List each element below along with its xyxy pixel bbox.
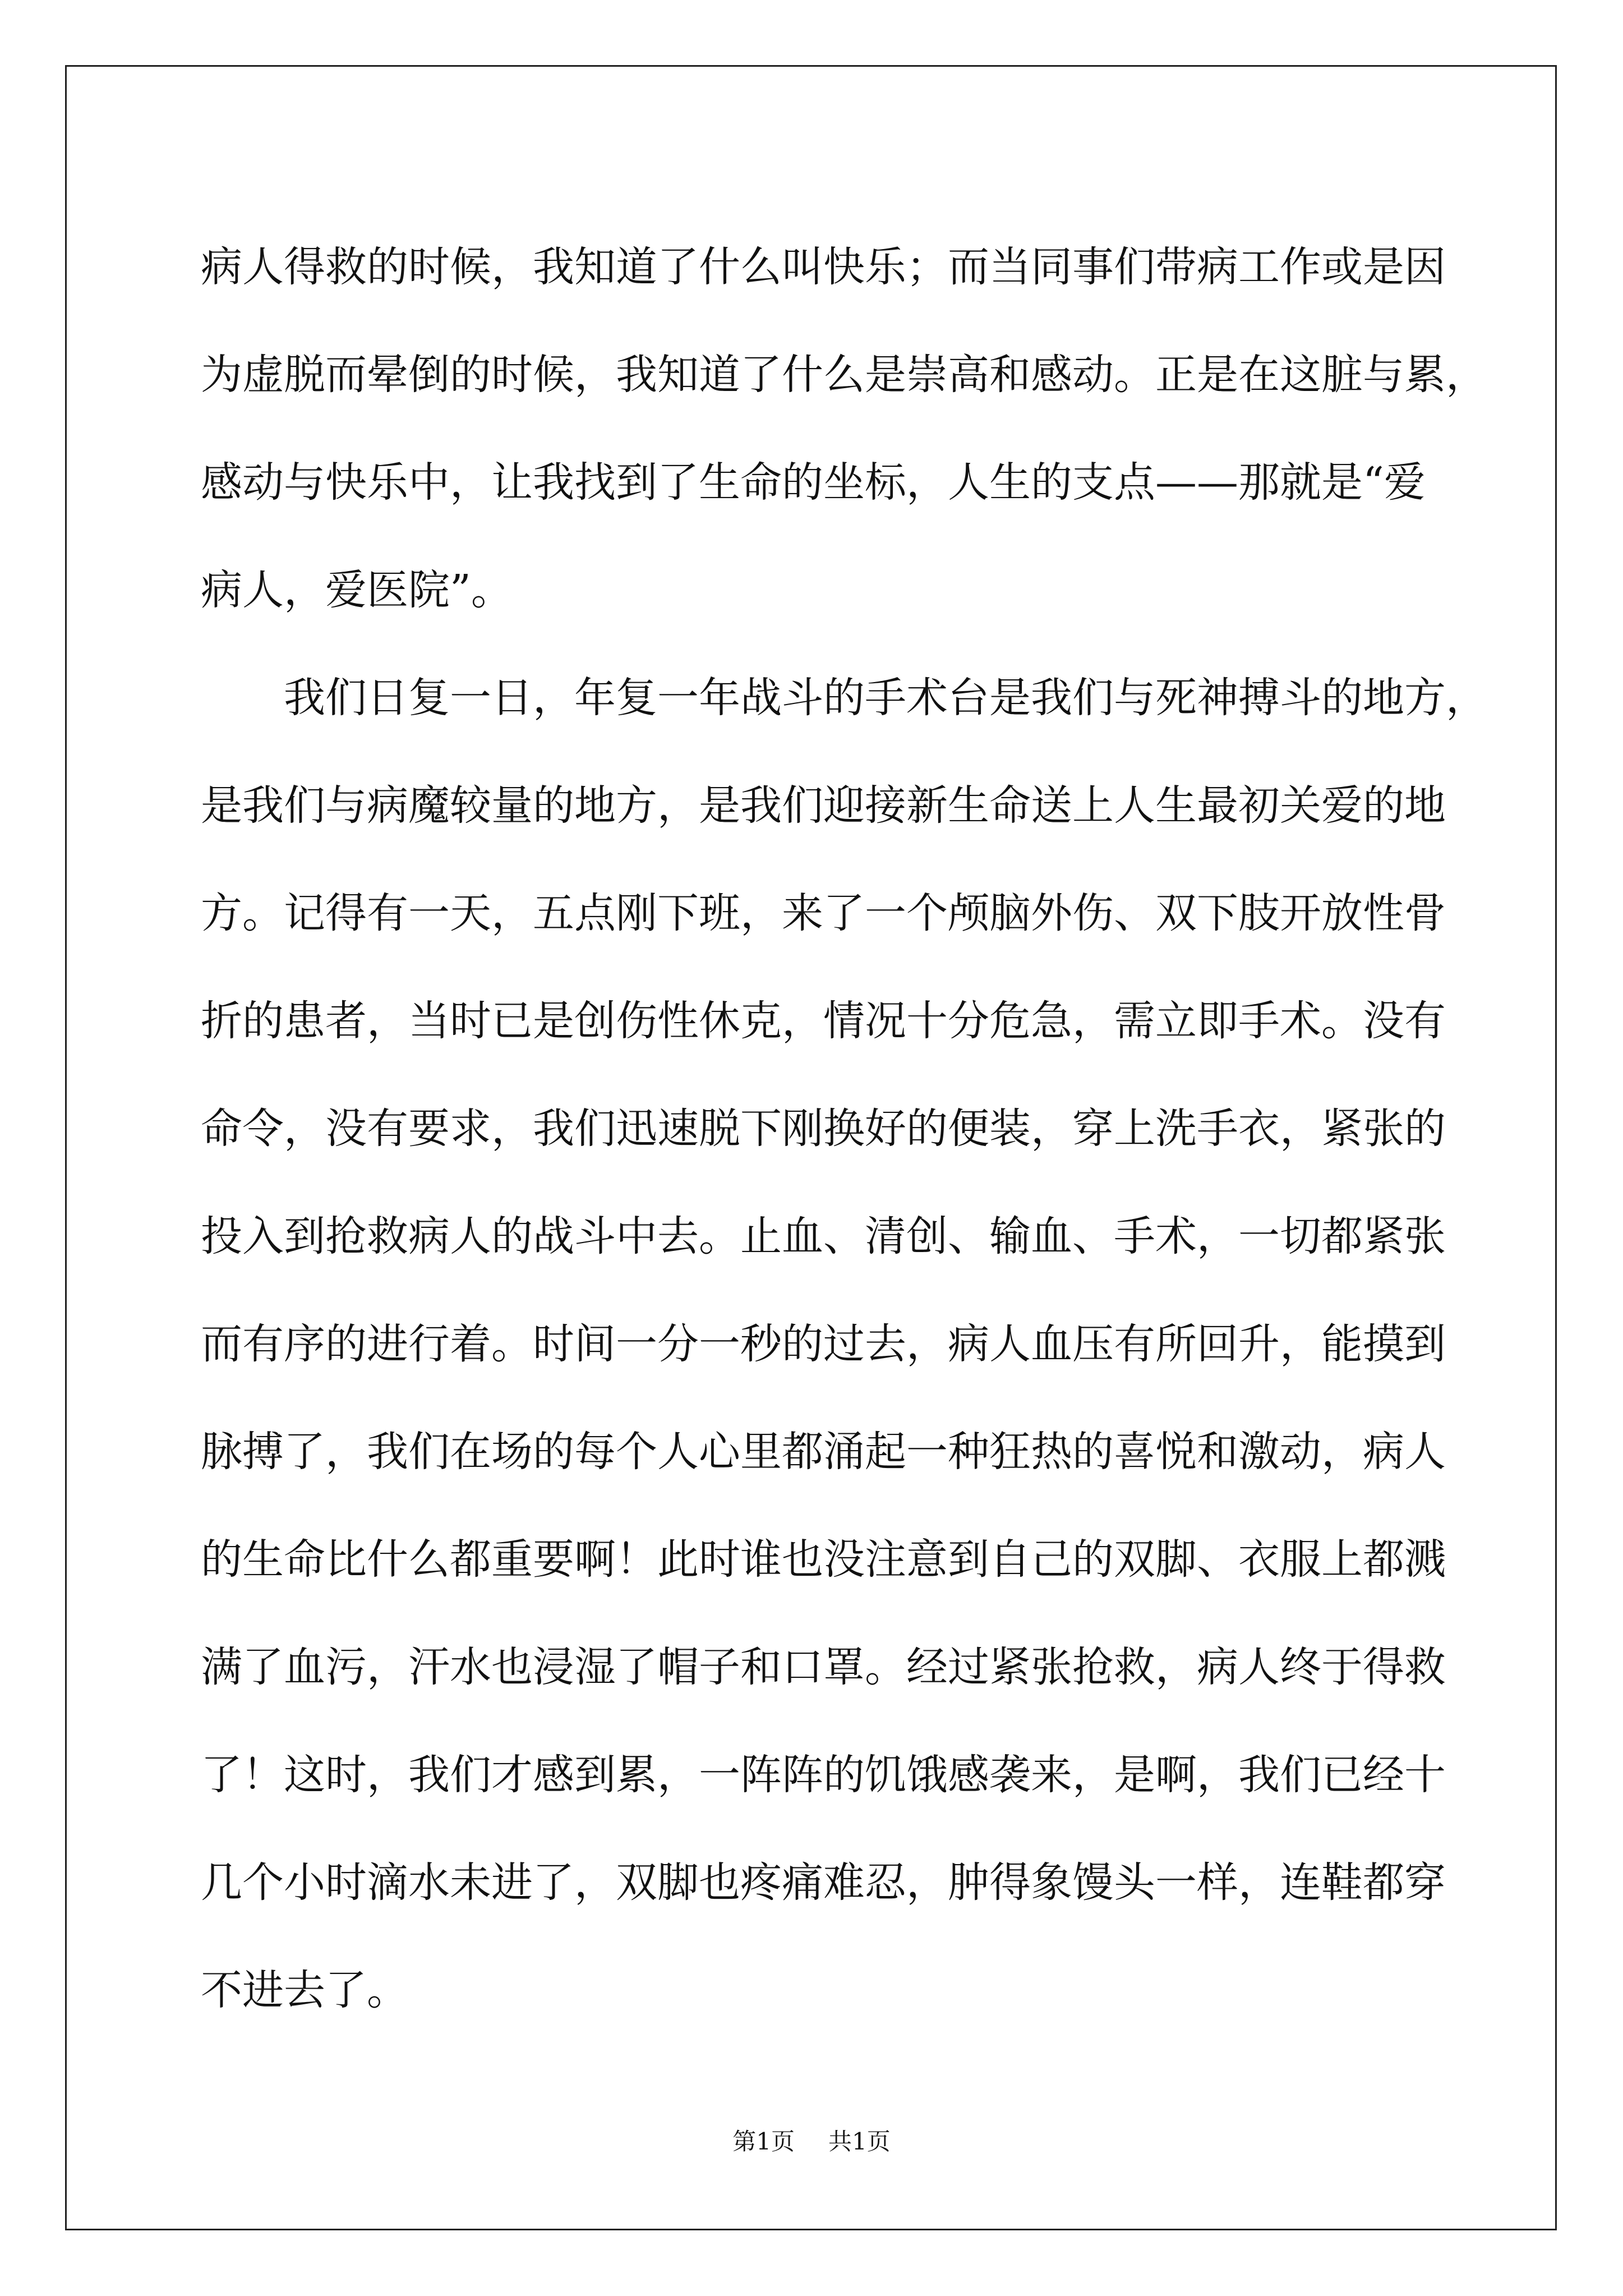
text-line: 命令，没有要求，我们迅速脱下刚换好的便装，穿上洗手衣，紧张的 [201, 1105, 1446, 1153]
page-footer [0, 2125, 1623, 2159]
text-line: 投入到抢救病人的战斗中去。止血、清创、输血、手术，一切都紧张 [201, 1212, 1446, 1260]
text-line: 病人得救的时候，我知道了什么叫快乐；而当同事们带病工作或是因 [201, 243, 1446, 291]
text-line: 而有序的进行着。时间一分一秒的过去，病人血压有所回升，能摸到 [201, 1320, 1446, 1368]
text-line: 了！这时，我们才感到累，一阵阵的饥饿感袭来，是啊，我们已经十 [201, 1751, 1446, 1799]
text-line-indented: 我们日复一日，年复一年战斗的手术台是我们与死神搏斗的地方， [284, 674, 1487, 722]
text-line: 折的患者，当时已是创伤性休克，情况十分危急，需立即手术。没有 [201, 997, 1446, 1045]
text-line: 感动与快乐中，让我找到了生命的坐标，人生的支点——那就是“爱 [201, 458, 1426, 507]
document-body [201, 213, 1487, 2044]
page-total: 共1页 [828, 2128, 891, 2155]
text-line: 脉搏了，我们在场的每个人心里都涌起一种狂热的喜悦和激动，病人 [201, 1428, 1446, 1476]
text-line: 满了血污，汗水也浸湿了帽子和口罩。经过紧张抢救，病人终于得救 [201, 1643, 1446, 1691]
text-line: 是我们与病魔较量的地方，是我们迎接新生命送上人生最初关爱的地 [201, 781, 1446, 830]
text-line: 的生命比什么都重要啊！此时谁也没注意到自己的双脚、衣服上都溅 [201, 1535, 1446, 1584]
text-line: 病人，爱医院”。 [201, 566, 513, 614]
text-line: 为虚脱而晕倒的时候，我知道了什么是崇高和感动。正是在这脏与累， [201, 351, 1487, 399]
text-line: 方。记得有一天，五点刚下班，来了一个颅脑外伤、双下肢开放性骨 [201, 889, 1446, 937]
page-number: 第1页 [732, 2128, 795, 2155]
text-line: 不进去了。 [201, 1966, 408, 2014]
text-line: 几个小时滴水未进了，双脚也疼痛难忍，肿得象馒头一样，连鞋都穿 [201, 1858, 1446, 1907]
